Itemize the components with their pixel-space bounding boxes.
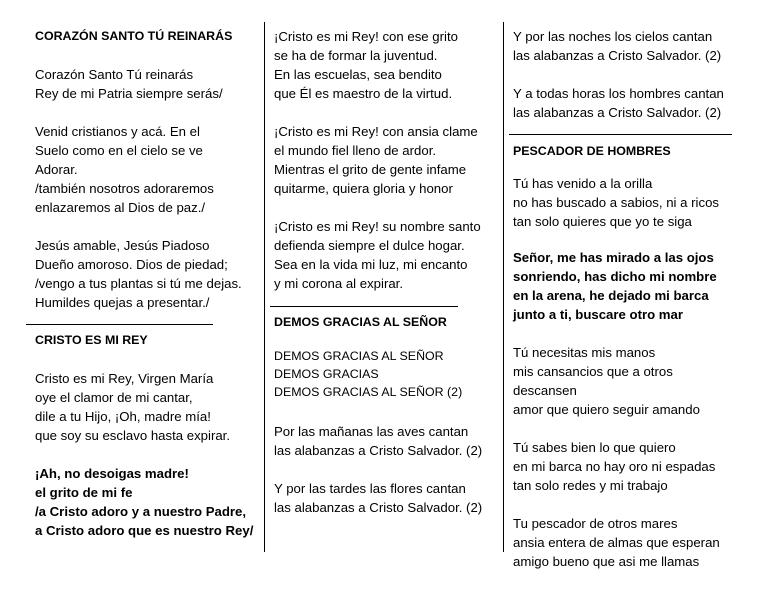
song-title-pescador: PESCADOR DE HOMBRES xyxy=(513,144,671,158)
lyric-line: Suelo como en el cielo se ve xyxy=(35,143,203,158)
song-title-cristo-es-mi-rey: CRISTO ES MI REY xyxy=(35,333,148,347)
chorus-line: junto a ti, buscare otro mar xyxy=(513,307,684,322)
column-divider xyxy=(264,22,265,552)
lyric-line: Sea en la vida mi luz, mi encanto xyxy=(274,257,468,272)
lyric-line: mis cansancios que a otros xyxy=(513,364,673,379)
lyric-line: Venid cristianos y acá. En el xyxy=(35,124,200,139)
lyric-line: ¡Cristo es mi Rey! con ansia clame xyxy=(274,124,478,139)
lyric-line: Tú sabes bien lo que quiero xyxy=(513,440,676,455)
lyric-line: Y por las tardes las flores cantan xyxy=(274,481,466,496)
lyric-line: Dueño amoroso. Dios de piedad; xyxy=(35,257,228,272)
lyric-line: las alabanzas a Cristo Salvador. (2) xyxy=(513,48,722,63)
column-divider xyxy=(503,22,504,552)
lyric-line: Y por las noches los cielos cantan xyxy=(513,29,713,44)
lyric-line: Por las mañanas las aves cantan xyxy=(274,424,469,439)
lyric-line: enlazaremos al Dios de paz./ xyxy=(35,200,206,215)
lyric-line: amigo bueno que asi me llamas xyxy=(513,554,700,569)
lyric-line: dile a tu Hijo, ¡Oh, madre mía! xyxy=(35,409,211,424)
lyric-line: En las escuelas, sea bendito xyxy=(274,67,442,82)
lyric-line: las alabanzas a Cristo Salvador. (2) xyxy=(513,105,722,120)
lyric-line: /vengo a tus plantas si tú me dejas. xyxy=(35,276,242,291)
lyric-line: Tú necesitas mis manos xyxy=(513,345,656,360)
chorus-line: sonriendo, has dicho mi nombre xyxy=(513,269,717,284)
lyric-line: tan solo redes y mi trabajo xyxy=(513,478,668,493)
lyric-line: se ha de formar la juventud. xyxy=(274,48,438,63)
lyric-line: el mundo fiel lleno de ardor. xyxy=(274,143,437,158)
lyric-line: amor que quiero seguir amando xyxy=(513,402,700,417)
lyric-line: ¡Cristo es mi Rey! con ese grito xyxy=(274,29,458,44)
lyric-line: Tu pescador de otros mares xyxy=(513,516,678,531)
song-title-corazon-santo: CORAZÓN SANTO TÚ REINARÁS xyxy=(35,29,233,43)
lyric-line: las alabanzas a Cristo Salvador. (2) xyxy=(274,500,483,515)
lyric-line: ansia entera de almas que esperan xyxy=(513,535,720,550)
lyric-line: ¡Cristo es mi Rey! su nombre santo xyxy=(274,219,481,234)
lyric-line: Tú has venido a la orilla xyxy=(513,176,653,191)
section-divider xyxy=(509,134,732,135)
lyric-line: descansen xyxy=(513,383,577,398)
chorus-line: ¡Ah, no desoigas madre! xyxy=(35,466,189,481)
song-title-demos-gracias: DEMOS GRACIAS AL SEÑOR xyxy=(274,315,447,329)
chorus-line: DEMOS GRACIAS AL SEÑOR xyxy=(274,349,444,363)
lyric-line: Cristo es mi Rey, Virgen María xyxy=(35,371,214,386)
lyric-line: Y a todas horas los hombres cantan xyxy=(513,86,724,101)
lyric-line: Adorar. xyxy=(35,162,78,177)
lyric-line: las alabanzas a Cristo Salvador. (2) xyxy=(274,443,483,458)
lyric-line: Corazón Santo Tú reinarás xyxy=(35,67,194,82)
lyric-line: /también nosotros adoraremos xyxy=(35,181,214,196)
lyric-line: que Él es maestro de la virtud. xyxy=(274,86,453,101)
chorus-line: DEMOS GRACIAS xyxy=(274,367,379,381)
lyric-line: que soy su esclavo hasta expirar. xyxy=(35,428,230,443)
lyric-line: quitarme, quiera gloria y honor xyxy=(274,181,453,196)
chorus-line: en la arena, he dejado mi barca xyxy=(513,288,709,303)
lyric-line: tan solo quieres que yo te siga xyxy=(513,214,692,229)
lyric-line: Humildes quejas a presentar./ xyxy=(35,295,210,310)
chorus-line: el grito de mi fe xyxy=(35,485,133,500)
lyric-line: oye el clamor de mi cantar, xyxy=(35,390,193,405)
lyric-line: en mi barca no hay oro ni espadas xyxy=(513,459,716,474)
lyric-line: Rey de mi Patria siempre serás/ xyxy=(35,86,223,101)
chorus-line: /a Cristo adoro y a nuestro Padre, xyxy=(35,504,247,519)
lyric-line: Mientras el grito de gente infame xyxy=(274,162,467,177)
lyric-line: Jesús amable, Jesús Piadoso xyxy=(35,238,210,253)
lyric-line: no has buscado a sabios, ni a ricos xyxy=(513,195,719,210)
section-divider xyxy=(270,306,458,307)
chorus-line: Señor, me has mirado a las ojos xyxy=(513,250,714,265)
lyric-line: defienda siempre el dulce hogar. xyxy=(274,238,465,253)
lyric-line: y mi corona al expirar. xyxy=(274,276,403,291)
chorus-line: a Cristo adoro que es nuestro Rey/ xyxy=(35,523,254,538)
chorus-line: DEMOS GRACIAS AL SEÑOR (2) xyxy=(274,385,463,399)
section-divider xyxy=(26,324,213,325)
